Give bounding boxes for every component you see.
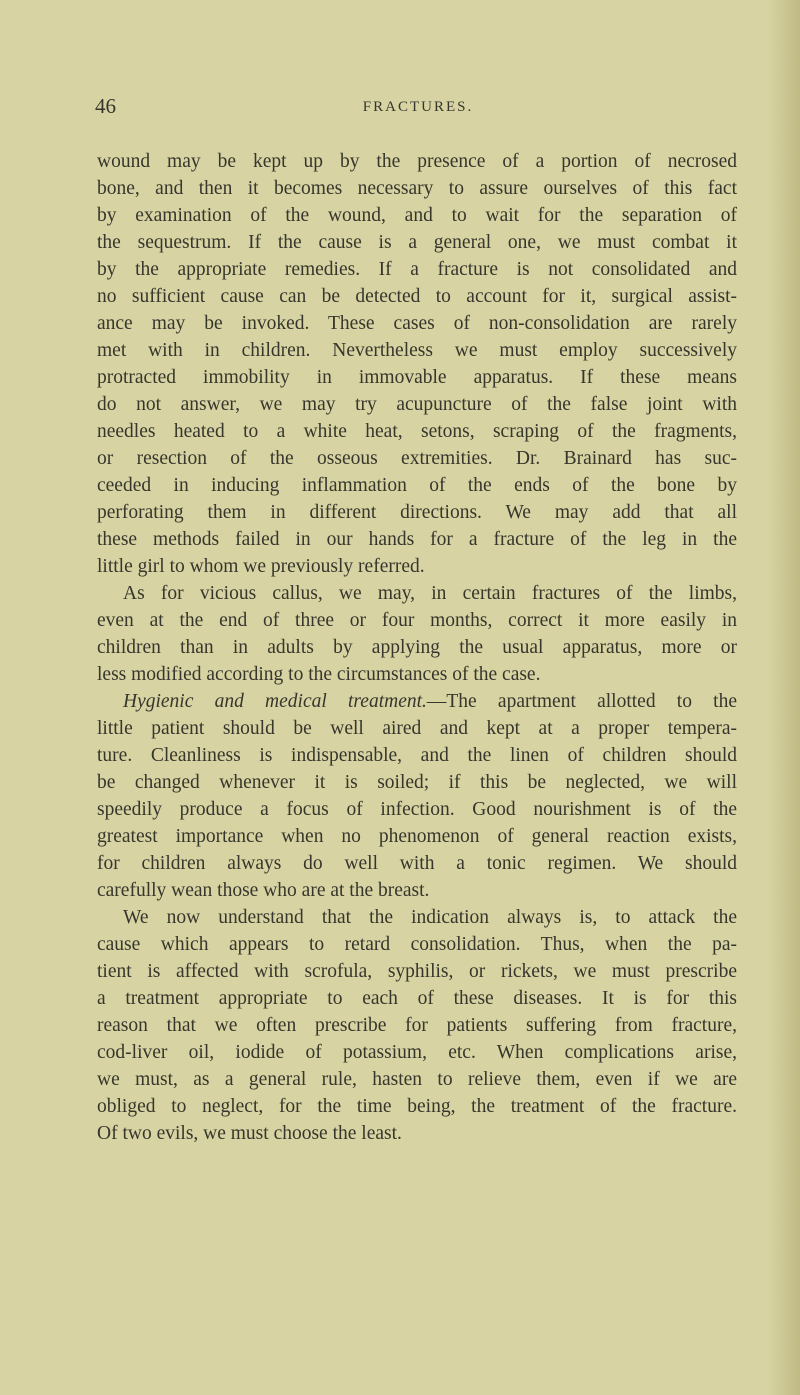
text-line: perforating them in different directions. We may add that all: [97, 502, 737, 523]
text-line: protracted immobility in immovable apparatus. If these means: [97, 367, 737, 388]
text-line: little patient should be well aired and kept at a proper tempera-: [97, 718, 737, 739]
running-title: FRACTURES.: [362, 99, 474, 115]
text-line: obliged to neglect, for the time being, the treatment of the fracture.: [97, 1096, 737, 1117]
text-line: cod-liver oil, iodide of potassium, etc. When complications arise,: [97, 1042, 737, 1063]
text-line: children than in adults by applying the usual apparatus, more or: [97, 637, 737, 658]
text-line: speedily produce a focus of infection. Good nourishment is of the: [97, 799, 737, 820]
text-line: reason that we often prescribe for patients suffering from fracture,: [97, 1015, 737, 1036]
text-line: tient is affected with scrofula, syphilis, or rickets, we must prescribe: [97, 961, 737, 982]
text-line: no sufficient cause can be detected to account for it, surgical assist-: [97, 286, 737, 307]
text-line: we must, as a general rule, hasten to relieve them, even if we are: [97, 1069, 737, 1090]
text-line: wound may be kept up by the presence of a portion of necrosed: [97, 151, 737, 172]
text-line: carefully wean those who are at the breast.: [97, 880, 430, 901]
text-line: Of two evils, we must choose the least.: [97, 1123, 402, 1144]
text-line: met with in children. Nevertheless we must employ successively: [97, 340, 737, 361]
text-line: for children always do well with a tonic regimen. We should: [97, 853, 737, 874]
text-line: by examination of the wound, and to wait for the separation of: [97, 205, 737, 226]
text-line: ance may be invoked. These cases of non-consolidation are rarely: [97, 313, 737, 334]
text-line: little girl to whom we previously referred.: [97, 556, 425, 577]
text-line: a treatment appropriate to each of these diseases. It is for this: [97, 988, 737, 1009]
text-line: or resection of the osseous extremities. Dr. Brainard has suc-: [97, 448, 737, 469]
body-text: [97, 148, 737, 1147]
text-line: ture. Cleanliness is indispensable, and the linen of children should: [97, 745, 737, 766]
text-line: [97, 688, 737, 715]
text-line: greatest importance when no phenomenon of general reaction exists,: [97, 826, 737, 847]
text-line: ceeded in inducing inflammation of the ends of the bone by: [97, 475, 737, 496]
section-heading: Hygienic and medical treatment.: [123, 691, 427, 712]
text-line-rest: —The apartment allotted to the: [426, 691, 737, 712]
text-line: even at the end of three or four months, correct it more easily in: [97, 610, 737, 631]
text-line: bone, and then it becomes necessary to assure ourselves of this fact: [97, 178, 737, 199]
text-line: cause which appears to retard consolidation. Thus, when the pa-: [97, 934, 737, 955]
text-line: needles heated to a white heat, setons, scraping of the fragments,: [97, 421, 737, 442]
text-line: by the appropriate remedies. If a fracture is not consolidated and: [97, 259, 737, 280]
page-number: 46: [95, 94, 116, 118]
text-line: As for vicious callus, we may, in certain fractures of the limbs,: [123, 583, 737, 604]
text-line: We now understand that the indication always is, to attack the: [123, 907, 737, 928]
text-line: do not answer, we may try acupuncture of the false joint with: [97, 394, 737, 415]
text-line: less modified according to the circumstances of the case.: [97, 664, 541, 685]
text-line: be changed whenever it is soiled; if this be neglected, we will: [97, 772, 737, 793]
text-line: these methods failed in our hands for a fracture of the leg in the: [97, 529, 737, 550]
text-line: the sequestrum. If the cause is a general one, we must combat it: [97, 232, 737, 253]
